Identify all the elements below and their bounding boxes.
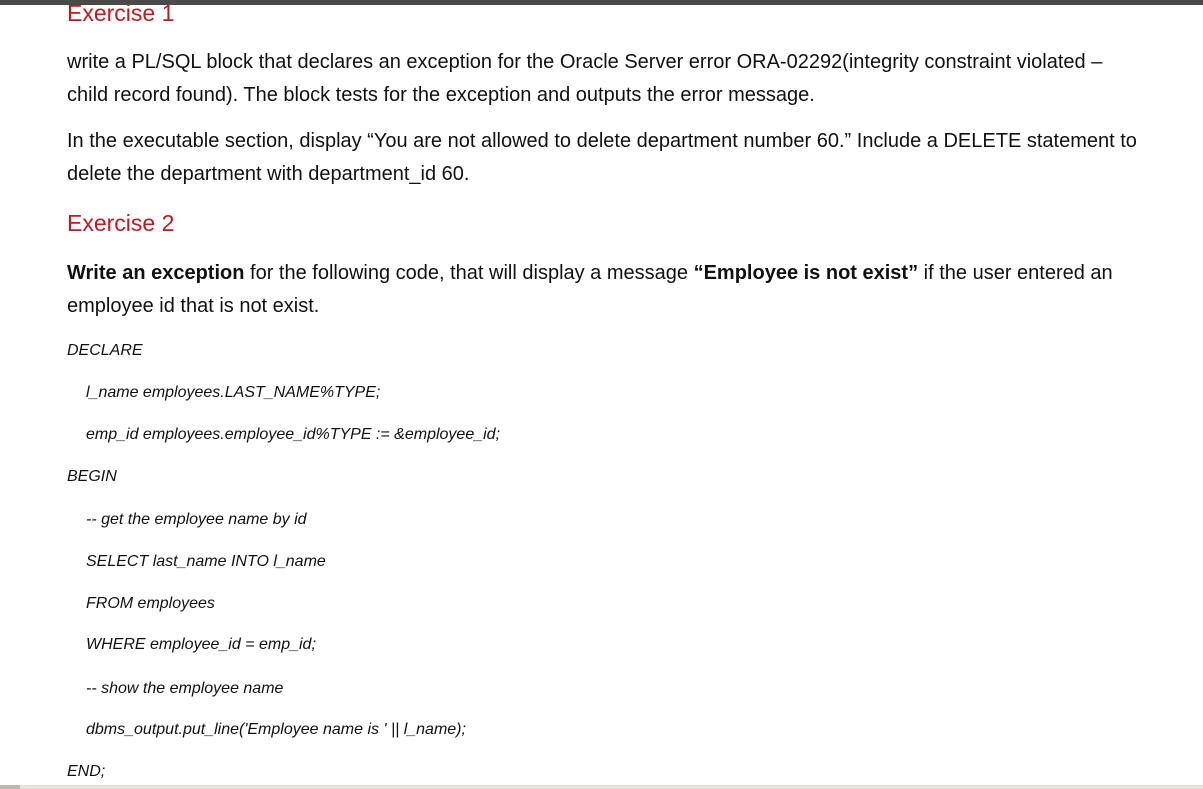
window-top-border bbox=[0, 0, 1203, 5]
exercise-1-heading: Exercise 1 bbox=[67, 0, 175, 26]
code-line-end: END; bbox=[67, 763, 106, 780]
code-line-select: SELECT last_name INTO l_name bbox=[86, 553, 326, 570]
page-bottom-edge bbox=[0, 785, 1203, 789]
exercise-2-heading: Exercise 2 bbox=[67, 210, 175, 236]
code-line-declare: DECLARE bbox=[67, 342, 143, 359]
exercise-1-paragraph-1: write a PL/SQL block that declares an exception for the Oracle Server error ORA-02292(integrity constraint violated – child record found). The block tests for the exception and outputs the error message. bbox=[67, 51, 1103, 106]
exercise-2-intro bbox=[67, 257, 1147, 323]
intro-bold-message: “Employee is not exist” bbox=[693, 262, 919, 284]
intro-text-1: for the following code, that will display a message bbox=[244, 262, 694, 284]
code-line-emp-id-decl: emp_id employees.employee_id%TYPE := &employee_id; bbox=[86, 426, 501, 443]
intro-text-2: if the user entered an employee id that is not exist. bbox=[67, 262, 1113, 317]
code-line-dbms-output: dbms_output.put_line('Employee name is ' || l_name); bbox=[86, 721, 466, 738]
code-line-where: WHERE employee_id = emp_id; bbox=[86, 636, 316, 653]
code-line-begin: BEGIN bbox=[67, 468, 117, 485]
code-line-l-name-decl: l_name employees.LAST_NAME%TYPE; bbox=[86, 384, 381, 401]
code-line-comment-show: -- show the employee name bbox=[86, 680, 284, 697]
code-line-comment-get: -- get the employee name by id bbox=[86, 511, 307, 528]
intro-bold-write-exception: Write an exception bbox=[67, 262, 245, 284]
exercise-1-paragraph-2: In the executable section, display “You are not allowed to delete department number 60.” Include a DELETE statement to delete the department with department_id 60. bbox=[67, 130, 1137, 185]
page-bottom-edge-left bbox=[0, 785, 20, 789]
code-line-from: FROM employees bbox=[86, 595, 215, 612]
